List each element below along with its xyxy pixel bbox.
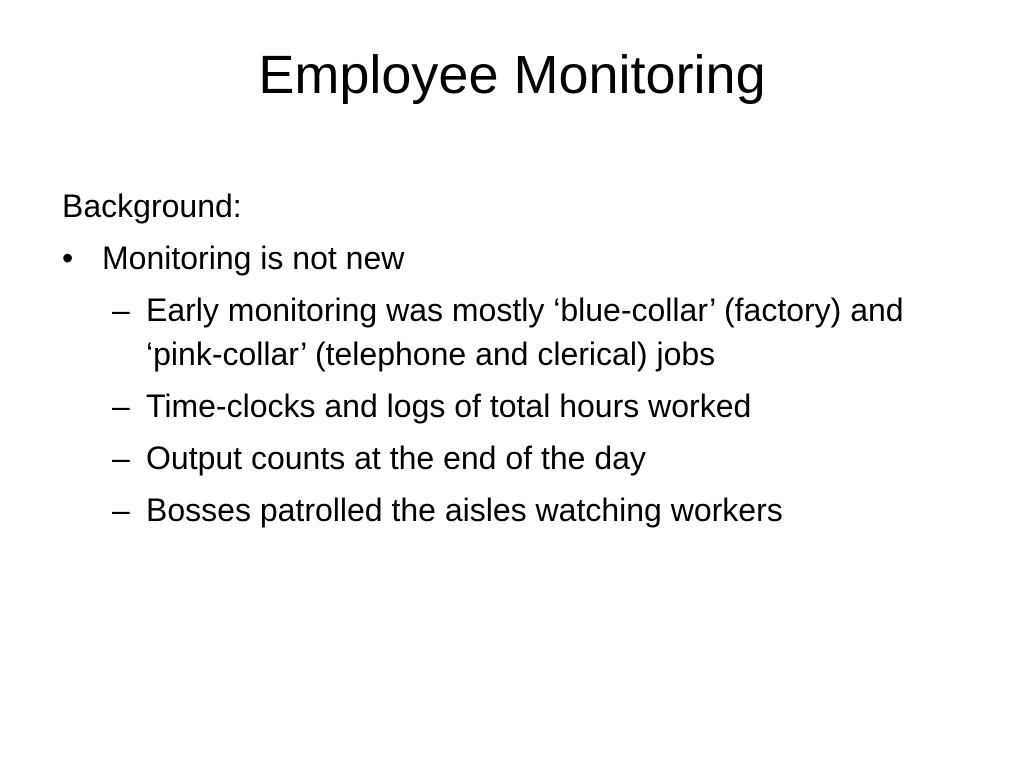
sub-bullet-item	[112, 380, 982, 432]
section-heading: Background:	[62, 188, 242, 224]
sub-bullet-text: Output counts at the end of the day	[146, 440, 646, 476]
sub-bullet-item	[112, 284, 982, 380]
sub-bullet-text: Early monitoring was mostly ‘blue-collar’ (factory) and ‘pink-collar’ (telephone and clerical) jobs	[146, 292, 904, 372]
sub-bullet-marker: –	[112, 388, 130, 424]
bullet-marker: •	[62, 240, 74, 276]
bullet-text: Monitoring is not new	[102, 240, 405, 276]
sub-bullet-item	[112, 432, 982, 484]
bullet-item	[62, 232, 982, 284]
sub-bullet-text: Time-clocks and logs of total hours worked	[146, 388, 752, 424]
slide-content	[62, 180, 982, 536]
sub-bullet-item	[112, 484, 982, 536]
sub-bullet-marker: –	[112, 492, 130, 528]
sub-bullet-list	[62, 284, 982, 536]
sub-bullet-text: Bosses patrolled the aisles watching workers	[146, 492, 783, 528]
sub-bullet-marker: –	[112, 292, 130, 328]
sub-bullet-marker: –	[112, 440, 130, 476]
slide-title: Employee Monitoring	[258, 45, 766, 105]
